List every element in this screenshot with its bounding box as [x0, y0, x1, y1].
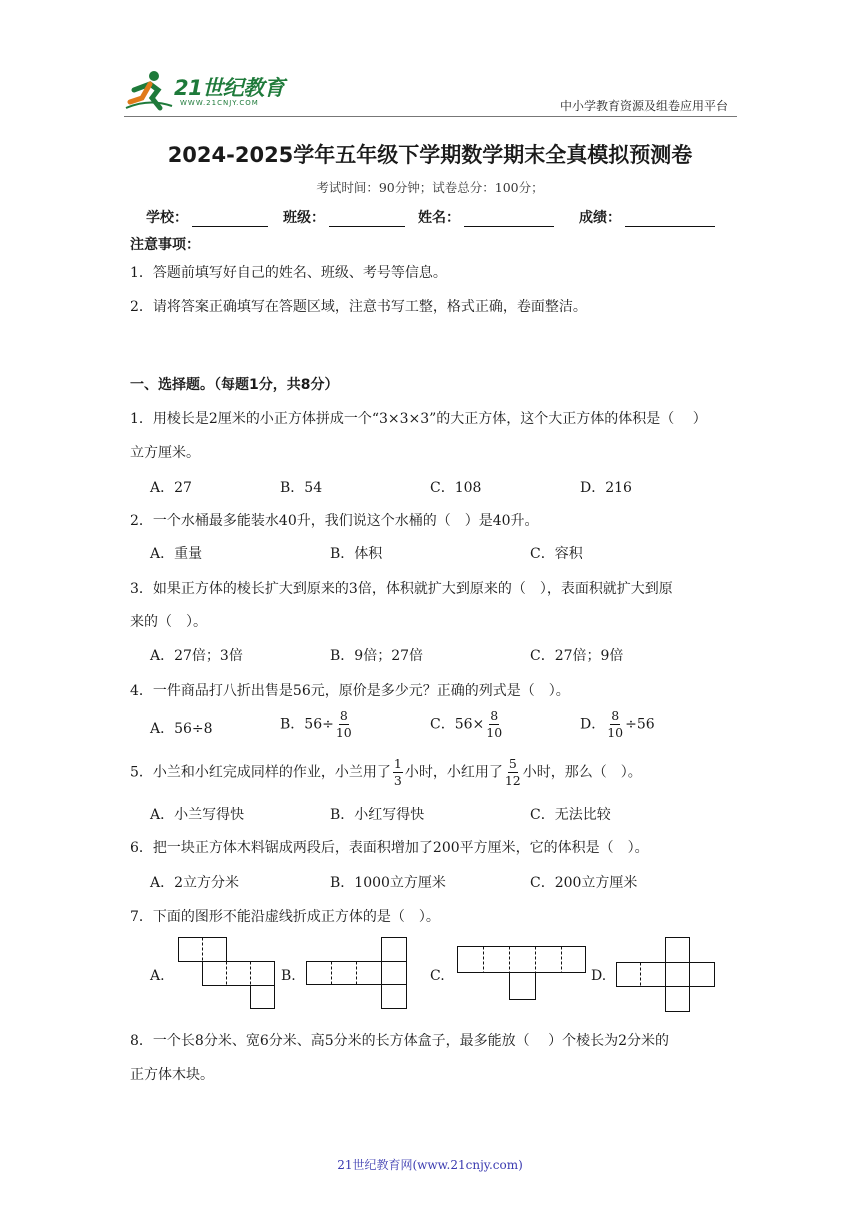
fraction: $\frac{1}{3}$ — [393, 756, 402, 788]
q1-option-a[interactable]: A．27 — [150, 480, 192, 496]
section-heading: 一、选择题。（每题1分，共8分） — [130, 377, 339, 393]
q2-option-a[interactable]: A．重量 — [150, 546, 203, 562]
question-7-text: 7．下面的图形不能沿虚线折成正方体的是（ ）。 — [130, 909, 440, 925]
q7-net-a-figure[interactable] — [178, 937, 276, 1009]
q5-option-c[interactable]: C．无法比较 — [530, 807, 611, 823]
exam-subtitle: 考试时间：90分钟；试卷总分：100分； — [316, 180, 544, 195]
score-field — [579, 207, 715, 227]
fraction: $\frac{8}{10}$ — [335, 708, 352, 740]
q3-option-c[interactable]: C．27倍；9倍 — [530, 648, 624, 664]
q6-option-c[interactable]: C．200立方厘米 — [530, 875, 638, 891]
name-blank[interactable] — [464, 212, 554, 227]
logo-text: 21世纪教育 — [174, 76, 285, 100]
q4-option-a[interactable]: A．56÷8 — [150, 721, 213, 737]
question-1-text-cont: 立方厘米。 — [130, 445, 200, 461]
name-label: 姓名： — [418, 210, 460, 226]
q7-net-c-figure[interactable] — [457, 946, 587, 1001]
q5-option-a[interactable]: A．小兰写得快 — [150, 807, 245, 823]
question-3-text-cont: 来的（ ）。 — [130, 614, 207, 630]
question-8-text-cont: 正方体木块。 — [130, 1067, 214, 1083]
q7-option-c-label[interactable]: C. — [430, 968, 445, 984]
q7-net-d-figure[interactable] — [616, 937, 716, 1013]
q7-option-b-label[interactable]: B. — [281, 968, 296, 984]
question-5-text: 5．小兰和小红完成同样的作业，小兰用了 $\frac{1}{3}$ 小时，小红用了 $\frac{5}{12}$ 小时，那么（ ）。 — [130, 756, 642, 788]
q2-option-b[interactable]: B．体积 — [330, 546, 383, 562]
fraction: $\frac{8}{10}$ — [607, 708, 624, 740]
question-1-text: 1．用棱长是2厘米的小正方体拼成一个“3×3×3”的大正方体，这个大正方体的体积是（ ） — [130, 411, 707, 427]
q4-option-b[interactable]: B．56÷ $\frac{8}{10}$ — [280, 708, 352, 740]
q7-net-b-figure[interactable] — [306, 937, 408, 1009]
q7-option-a-label[interactable]: A. — [150, 968, 165, 984]
school-field — [146, 207, 268, 227]
notes-heading: 注意事项： — [130, 237, 200, 253]
question-3-text: 3．如果正方体的棱长扩大到原来的3倍，体积就扩大到原来的（ ），表面积就扩大到原 — [130, 581, 673, 597]
class-field — [283, 207, 405, 227]
q4-option-d[interactable]: D． $\frac{8}{10}$ ÷56 — [580, 708, 655, 740]
school-blank[interactable] — [192, 212, 268, 227]
fraction: $\frac{5}{12}$ — [504, 756, 521, 788]
site-logo — [124, 68, 294, 112]
question-6-text: 6．把一块正方体木料锯成两段后，表面积增加了200平方厘米，它的体积是（ ）。 — [130, 840, 649, 856]
class-label: 班级： — [283, 210, 325, 226]
q6-option-a[interactable]: A．2立方分米 — [150, 875, 240, 891]
note-item: 2．请将答案正确填写在答题区域，注意书写工整，格式正确，卷面整洁。 — [130, 299, 587, 315]
school-label: 学校： — [146, 210, 188, 226]
q4-option-c[interactable]: C．56× $\frac{8}{10}$ — [430, 708, 503, 740]
question-4-text: 4．一件商品打八折出售是56元，原价是多少元？正确的列式是（ ）。 — [130, 683, 570, 699]
question-8-text: 8．一个长8分米、宽6分米、高5分米的长方体盒子，最多能放（ ）个棱长为2分米的 — [130, 1033, 669, 1049]
q7-option-d-label[interactable]: D. — [591, 968, 607, 984]
footer-link[interactable]: 21世纪教育网(www.21cnjy.com) — [337, 1158, 523, 1172]
q5-option-b[interactable]: B．小红写得快 — [330, 807, 425, 823]
note-item: 1．答题前填写好自己的姓名、班级、考号等信息。 — [130, 265, 447, 281]
header-divider — [124, 116, 737, 117]
name-field — [418, 207, 554, 227]
question-2-text: 2．一个水桶最多能装水40升，我们说这个水桶的（ ）是40升。 — [130, 513, 539, 529]
fraction: $\frac{8}{10}$ — [486, 708, 503, 740]
q1-option-d[interactable]: D．216 — [580, 480, 632, 496]
class-blank[interactable] — [329, 212, 405, 227]
q1-option-b[interactable]: B．54 — [280, 480, 323, 496]
q3-option-b[interactable]: B．9倍；27倍 — [330, 648, 424, 664]
q1-option-c[interactable]: C．108 — [430, 480, 482, 496]
score-label: 成绩： — [579, 210, 621, 226]
exam-title: 2024-2025学年五年级下学期数学期末全真模拟预测卷 — [167, 143, 693, 167]
score-blank[interactable] — [625, 212, 715, 227]
q2-option-c[interactable]: C．容积 — [530, 546, 583, 562]
runner-logo-icon — [124, 68, 174, 112]
logo-subtext: WWW.21CNJY.COM — [180, 99, 259, 107]
q3-option-a[interactable]: A．27倍；3倍 — [150, 648, 243, 664]
q6-option-b[interactable]: B．1000立方厘米 — [330, 875, 446, 891]
platform-label: 中小学教育资源及组卷应用平台 — [559, 99, 728, 113]
